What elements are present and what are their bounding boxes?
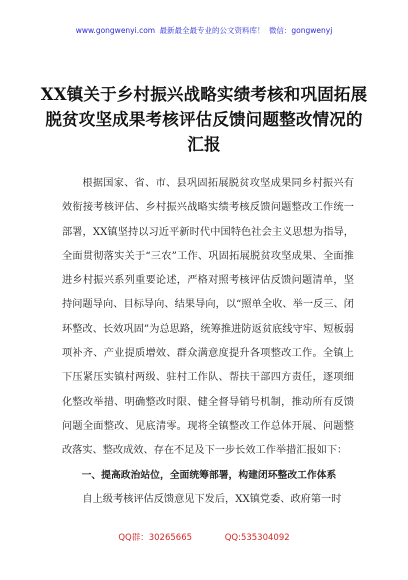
document-body — [62, 172, 354, 512]
header-slogan: 最新最全最专业的公文资料库！ — [159, 26, 265, 35]
qq-contact: QQ:535304092 — [224, 533, 290, 543]
page-header — [0, 25, 408, 36]
section-heading: 一、提高政治站位，全面统筹部署，构建闭环整改工作体系 — [81, 469, 337, 481]
website-link[interactable]: www.gongwenyi.com — [75, 26, 156, 35]
document-title: XX镇关于乡村振兴战略实绩考核和巩固拓展脱贫攻坚成果考核评估反馈问题整改情况的汇报 — [40, 85, 368, 154]
page-footer — [0, 531, 408, 543]
section-paragraph: 自上级考核评估反馈意见下发后，XX镇党委、政府第一时 — [82, 493, 342, 505]
intro-paragraph: 根据国家、省、市、县巩固拓展脱贫攻坚成果同乡村振兴有效衔接考核评估、乡村振兴战略实绩考核反馈问题整改工作统一部署，XX镇坚持以习近平新时代中国特色社会主义思想为指导，全面贯彻落实关于“三农”工作、巩固拓展脱贫攻坚成果、全面推进乡村振兴系列重要论述，严格对照考核评估反馈问题清单，坚持问题导向、目标导向、结果导向，以“照单全收、举一反三、闭环整改、长效巩固”为总思路，统筹推进防返贫底线守牢、短板弱项补齐、产业提质增效、群众满意度提升各项整改工作。全镇上下压紧压实镇村两级、驻村工作队、帮扶干部四方责任，逐项细化整改举措、明确整改时限、健全督导销号机制，推动所有反馈问题全面整改、见底清零。现将全镇整改工作总体开展、问题整改落实、整改成效、存在不足及下一步长效工作举措汇报如下： — [62, 178, 354, 457]
wechat-contact: 微信：gongwenyj — [268, 26, 333, 35]
qq-group: QQ群：30265665 — [118, 533, 193, 543]
